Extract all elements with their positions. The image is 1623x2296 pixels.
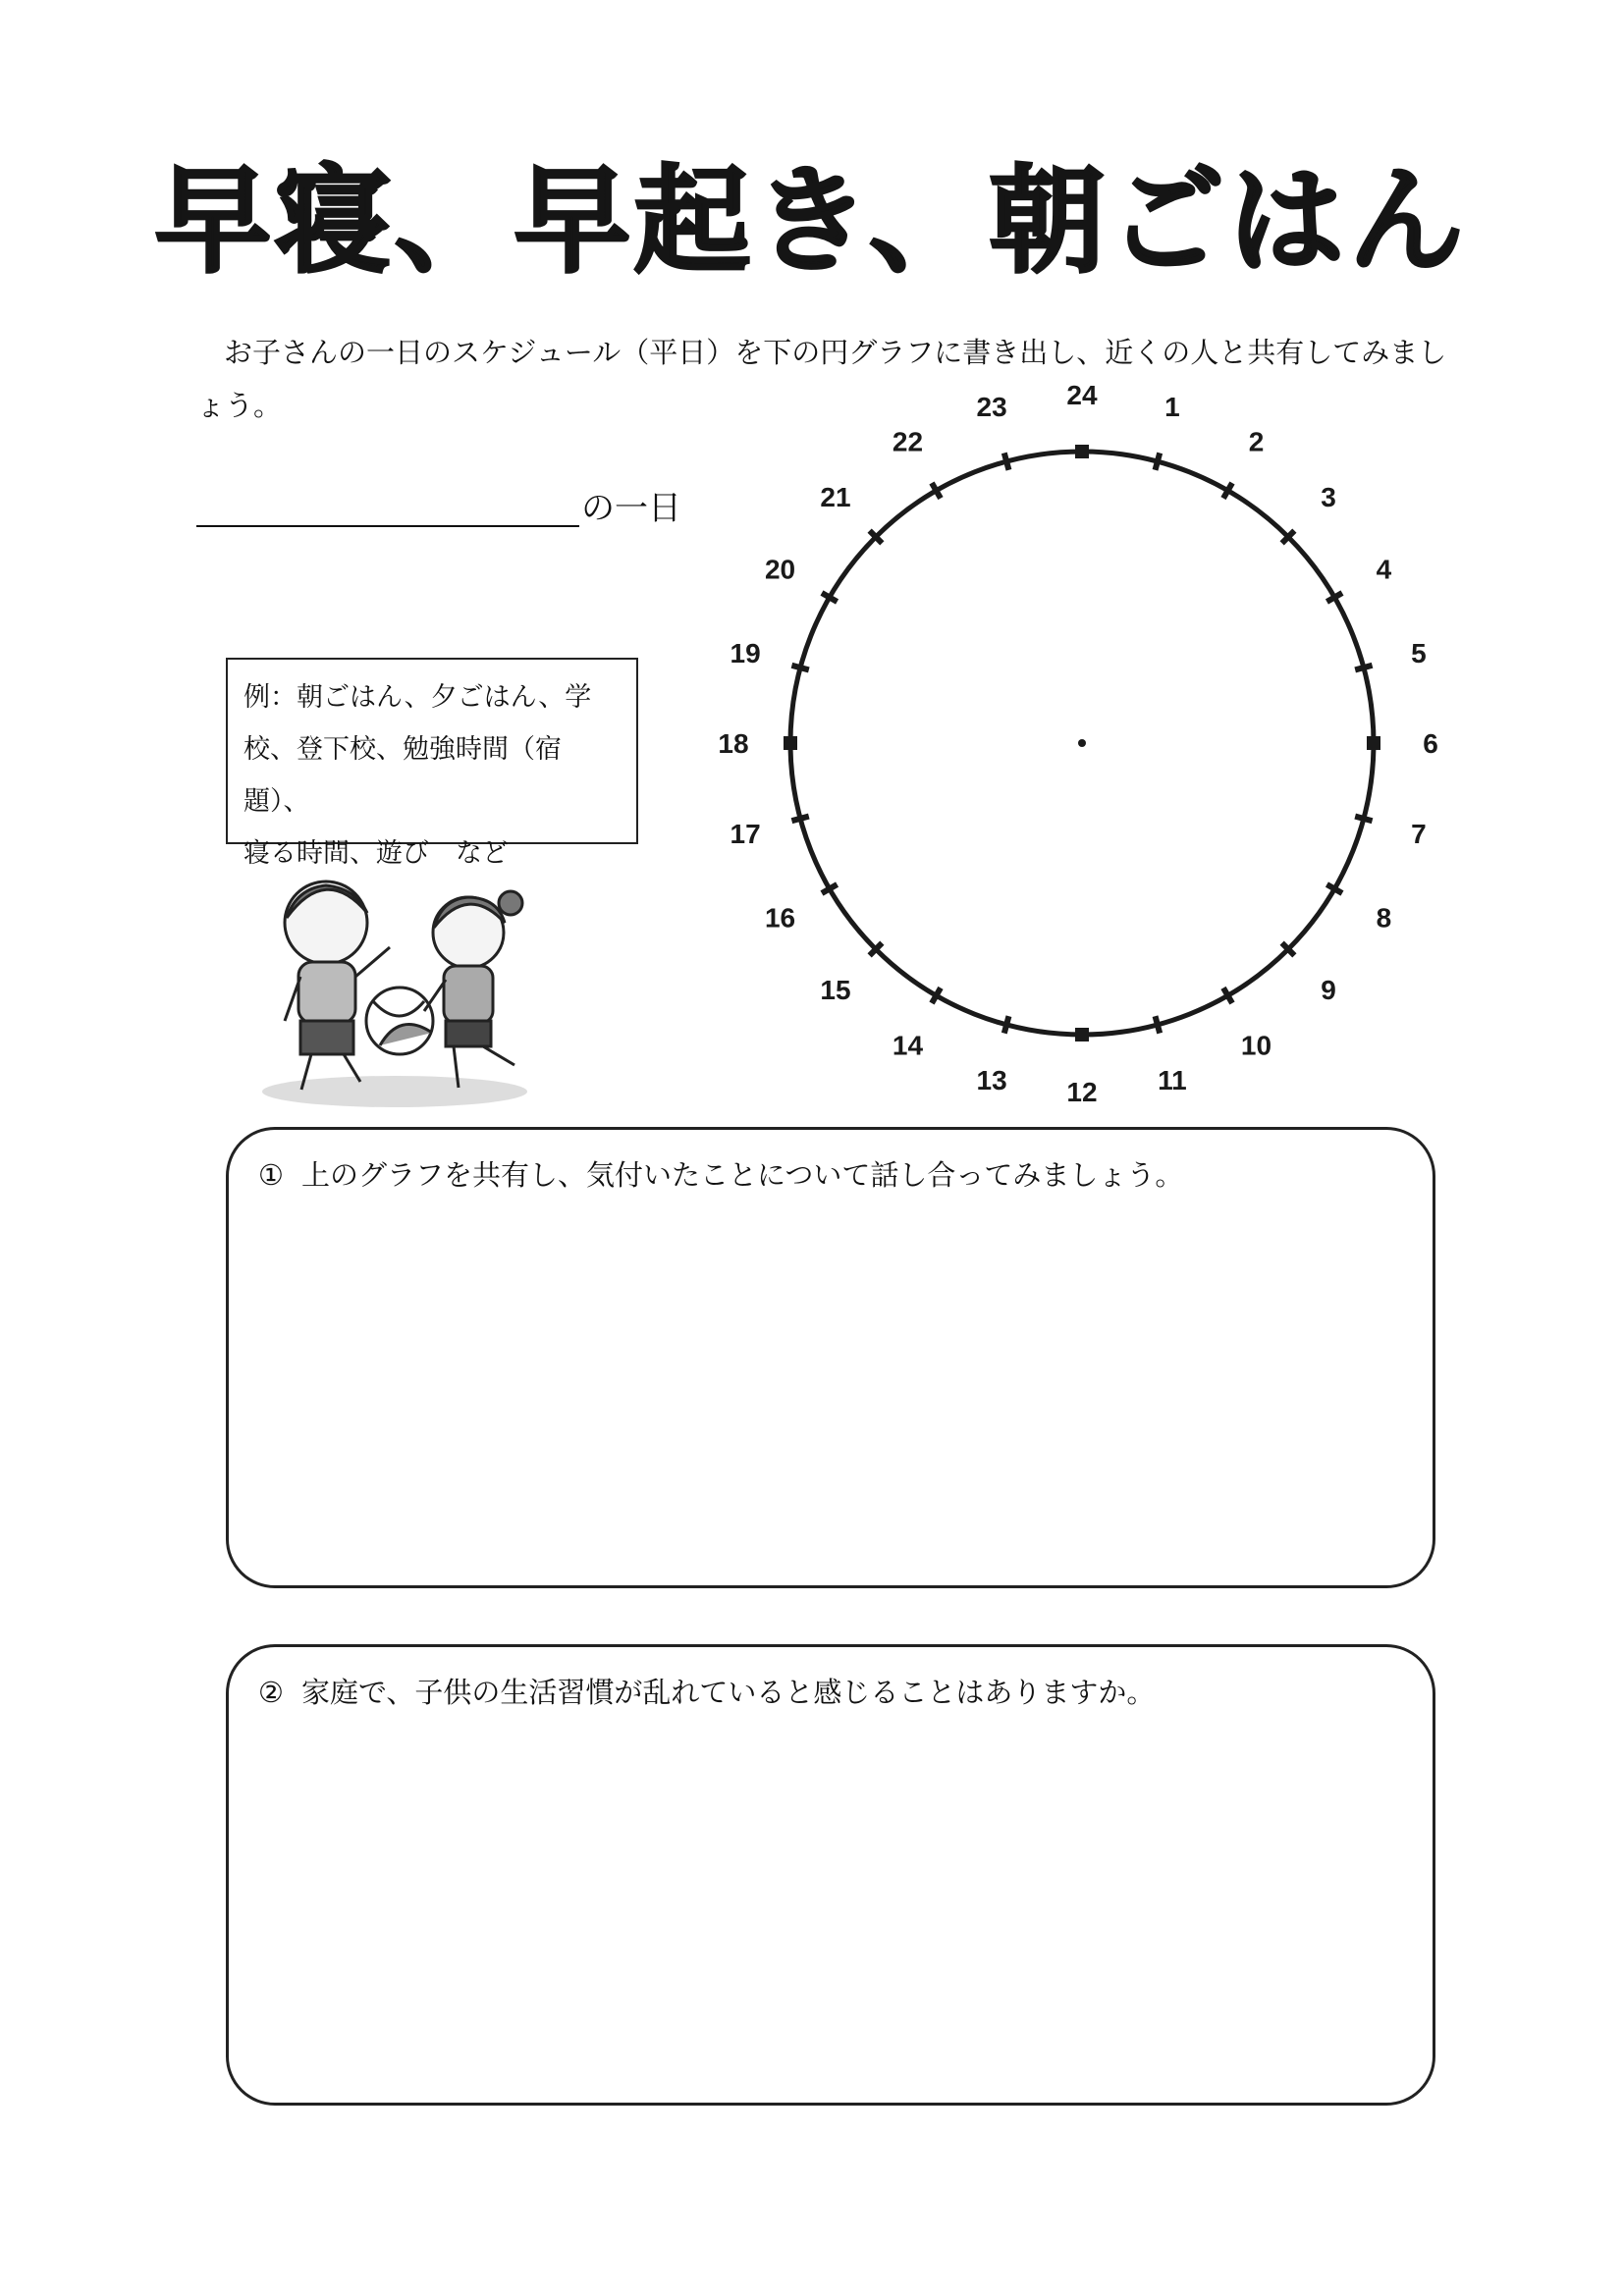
name-blank-line[interactable] [196, 525, 579, 527]
hour-tick [1355, 666, 1372, 670]
example-line-3: 寝る時間、遊び など [243, 838, 509, 869]
hour-tick-major [1367, 736, 1380, 750]
hour-label: 8 [1376, 902, 1392, 934]
hour-label: 16 [764, 902, 796, 934]
name-suffix-label: の一日 [581, 489, 681, 528]
hour-tick [1223, 988, 1232, 1003]
hour-label: 1 [1164, 392, 1180, 423]
hour-tick [1355, 817, 1372, 822]
page-title: 早寝、早起き、朝ごはん [154, 153, 1469, 289]
hour-label: 11 [1158, 1064, 1187, 1095]
hour-tick [822, 593, 838, 602]
hour-label: 2 [1248, 426, 1265, 457]
hour-tick [822, 884, 838, 893]
hour-label: 24 [1066, 383, 1098, 410]
hour-label: 23 [976, 392, 1007, 423]
hour-tick-major [1075, 1028, 1089, 1041]
hour-tick [1156, 1016, 1161, 1033]
hour-label: 15 [820, 975, 851, 1006]
hour-tick [1326, 593, 1342, 602]
hour-tick-major [1075, 445, 1089, 458]
hour-label: 6 [1423, 728, 1438, 759]
clock-center-dot [1078, 739, 1086, 747]
hour-label: 22 [892, 426, 924, 457]
hour-tick-major [784, 736, 797, 750]
question-1-number: ① [258, 1158, 284, 1192]
hour-label: 13 [976, 1064, 1007, 1095]
example-box [226, 658, 638, 869]
hour-label: 14 [892, 1030, 924, 1061]
question-2-text: 家庭で、子供の生活習慣が乱れていると感じることはありますか。 [301, 1676, 1156, 1709]
question-1-text: 上のグラフを共有し、気付いたことについて話し合ってみましょう。 [301, 1158, 1184, 1192]
hour-label: 21 [820, 481, 851, 512]
hour-tick [791, 666, 808, 670]
hour-tick [932, 988, 941, 1003]
hour-label: 20 [764, 554, 796, 585]
question-2-number: ② [258, 1676, 284, 1709]
hour-label: 7 [1411, 818, 1427, 849]
hour-label: 3 [1321, 481, 1336, 512]
hour-tick [1156, 453, 1161, 469]
question-2-box[interactable] [226, 1644, 1435, 2106]
example-line-1: 例：朝ごはん、夕ごはん、学 [243, 682, 592, 713]
hour-label: 5 [1411, 638, 1427, 669]
hour-label: 17 [730, 818, 761, 849]
ball [366, 988, 433, 1054]
hour-tick [1223, 483, 1232, 499]
children-playing-illustration [257, 864, 532, 1109]
hour-tick [1004, 1016, 1009, 1033]
hour-tick [791, 817, 808, 822]
intro-text: お子さんの一日のスケジュール（平日）を下の円グラフに書き出し、近くの人と共有してみましょう。 [196, 336, 1447, 422]
hour-label: 19 [730, 638, 761, 669]
hour-tick [1004, 453, 1009, 469]
hour-label: 4 [1376, 554, 1392, 585]
boy-figure [285, 881, 390, 1090]
hour-label: 18 [718, 728, 749, 759]
girl-figure [424, 891, 522, 1088]
hour-label: 9 [1321, 975, 1336, 1006]
hour-label: 12 [1066, 1077, 1098, 1107]
question-1-box[interactable] [226, 1127, 1435, 1588]
example-line-2: 校、登下校、勉強時間（宿題）、 [243, 734, 562, 817]
hour-label: 10 [1240, 1030, 1272, 1061]
hour-tick [932, 483, 941, 499]
hour-tick [1326, 884, 1342, 893]
daily-schedule-clock[interactable] [687, 383, 1492, 1148]
